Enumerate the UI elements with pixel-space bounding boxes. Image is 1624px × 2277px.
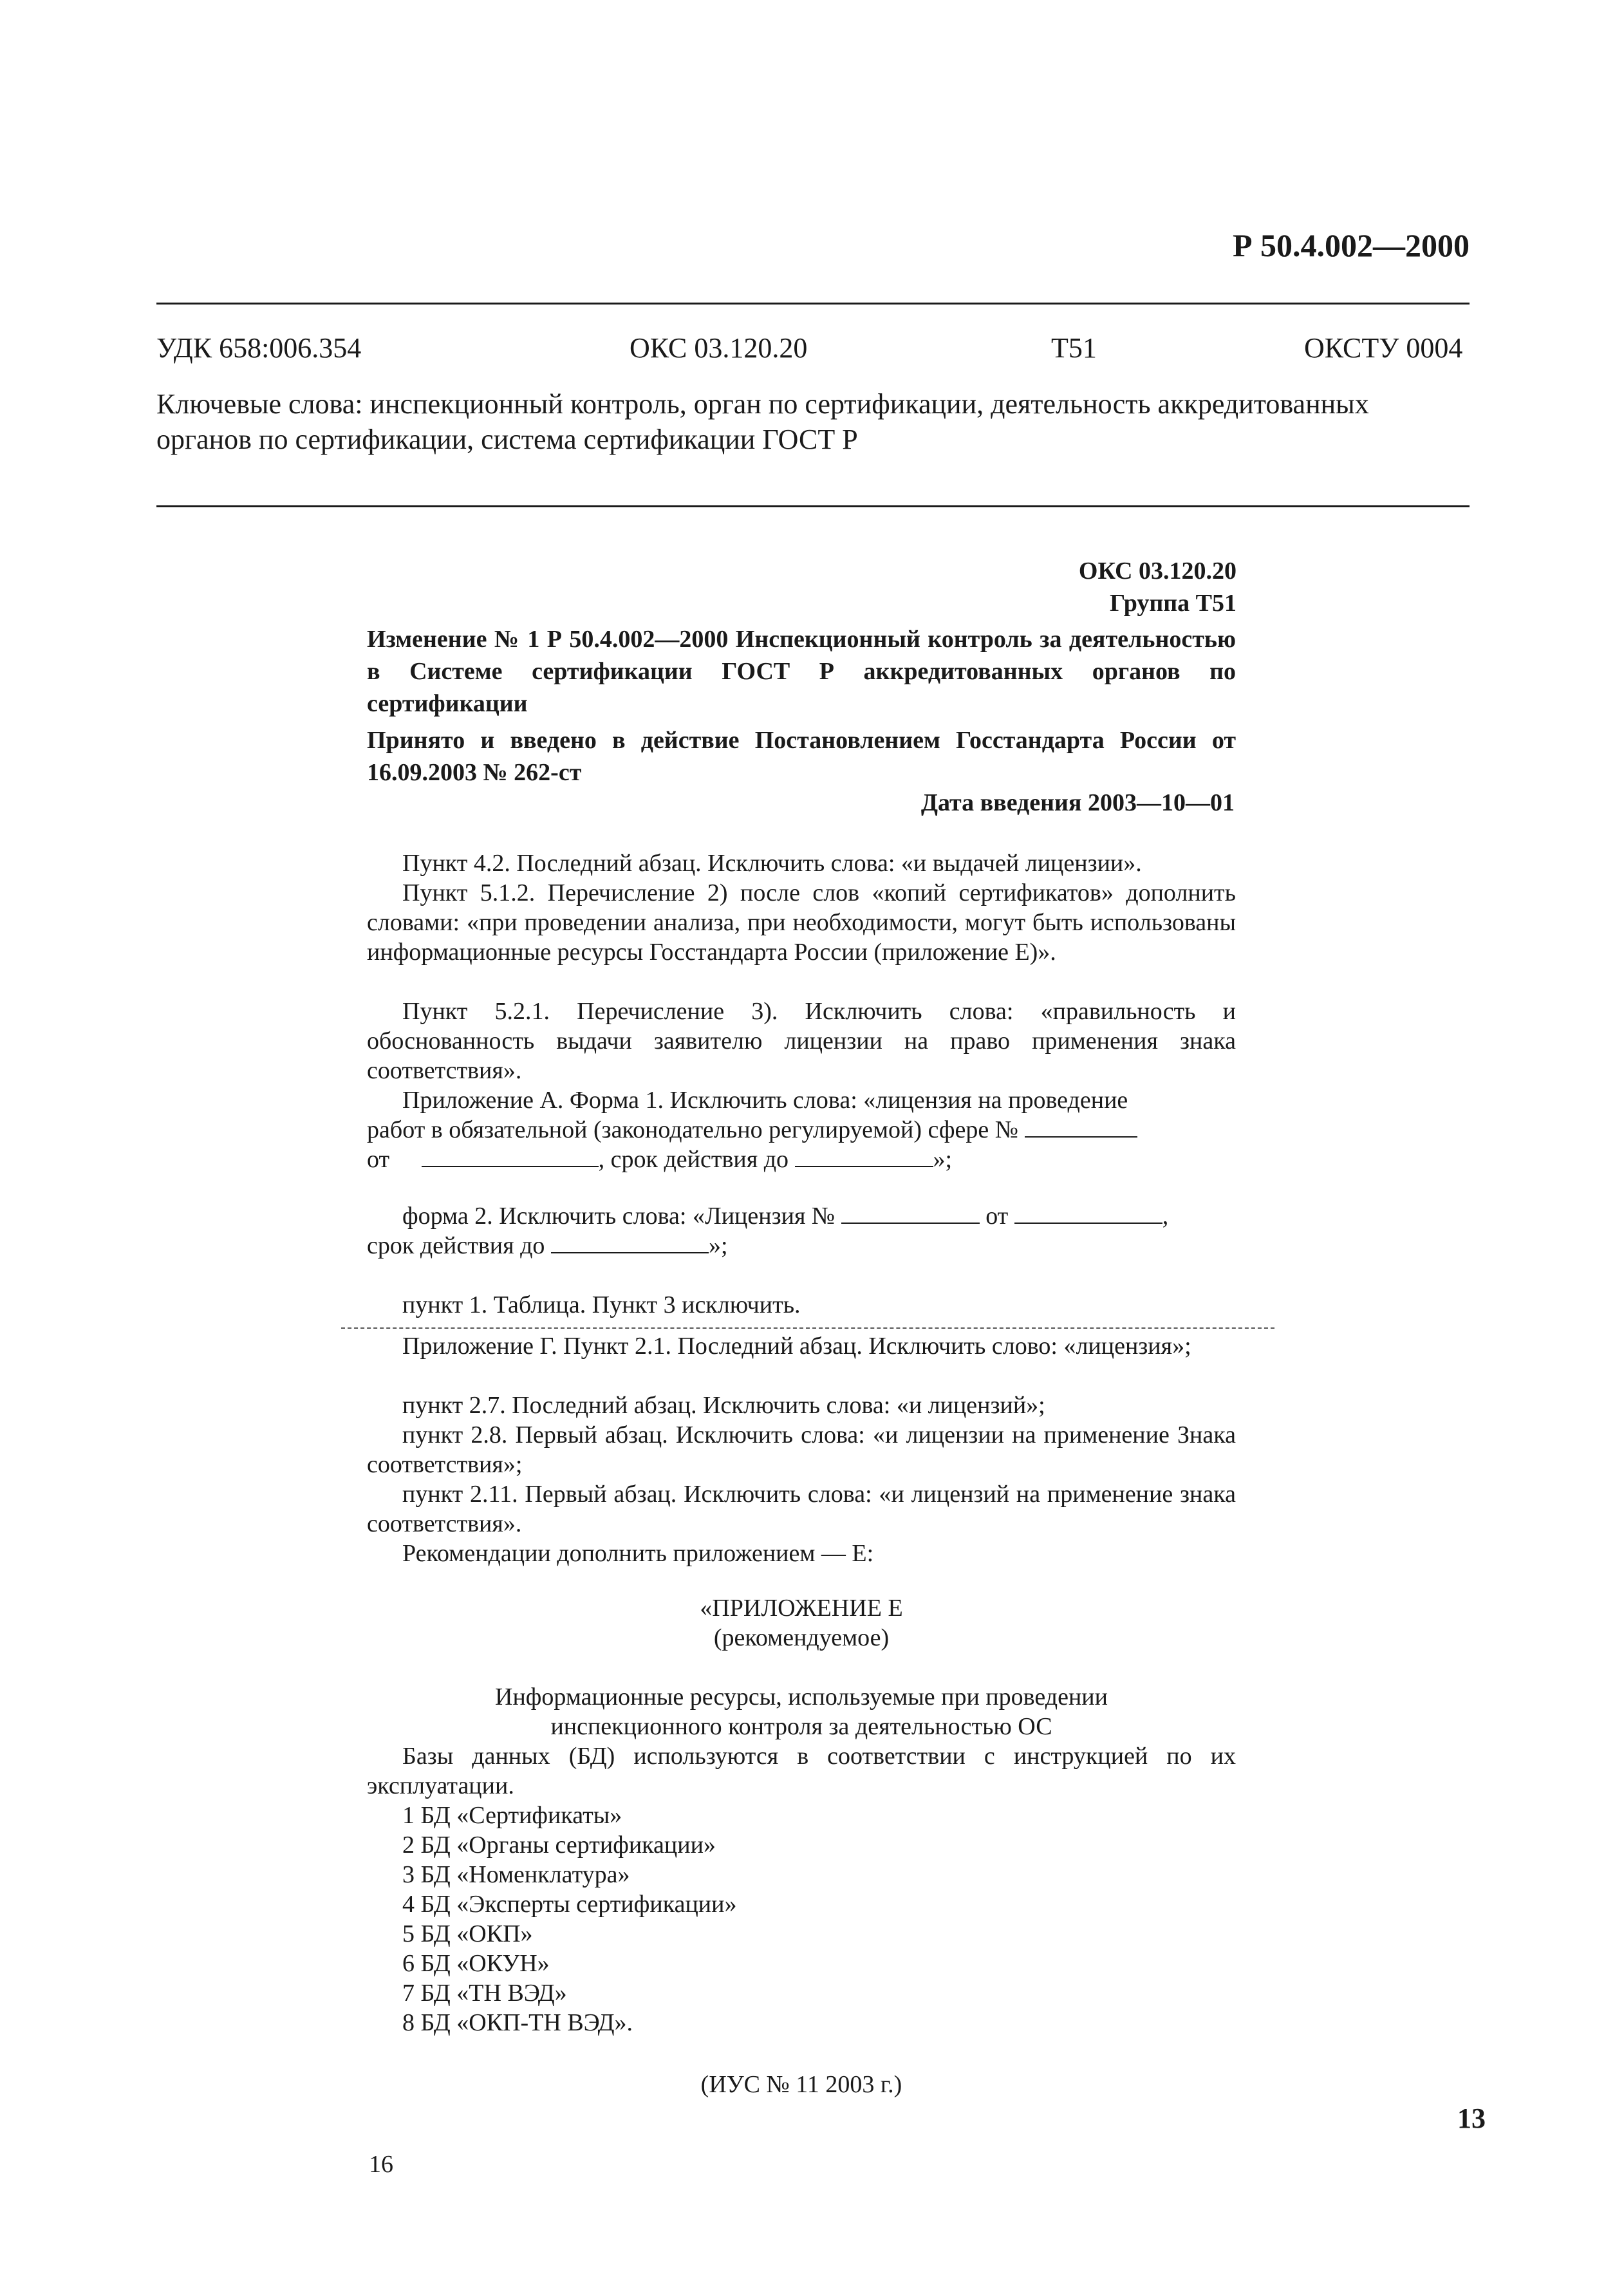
appendix-heading-line-1: Информационные ресурсы, используемые при проведении (495, 1683, 1108, 1710)
paragraph-8: пункт 2.7. Последний абзац. Исключить слова: «и лицензий»; (402, 1392, 1045, 1419)
license-validity-blank (795, 1147, 933, 1167)
paragraph-4-line-2-text: работ в обязательной (законодательно регулируемой) сфере № (367, 1116, 1018, 1143)
paragraph-9: пункт 2.8. Первый абзац. Исключить слова: «и лицензии на применение Знака соответствия»; (367, 1421, 1236, 1478)
paragraph-2: Пункт 5.1.2. Перечисление 2) после слов «копий сертификатов» дополнить словами: «при проведении анализа, при необходимости, могут быть использованы информационные ресурсы Госстандарта России (приложение Е)». (367, 879, 1236, 966)
okstu-code: ОКСТУ 0004 (1304, 332, 1463, 364)
amendment-group: Группа Т51 (1109, 590, 1237, 617)
appendix-source: (ИУС № 11 2003 г.) (700, 2071, 902, 2098)
paragraph-5-comma: , (1162, 1203, 1169, 1230)
page-number-inner: 16 (369, 2151, 393, 2178)
paragraph-5-text: форма 2. Исключить слова: «Лицензия № (402, 1203, 835, 1230)
database-item: 2 БД «Органы сертификации» (402, 1832, 716, 1859)
paragraph-1: Пункт 4.2. Последний абзац. Исключить слова: «и выдачей лицензии». (402, 850, 1142, 877)
paragraph-5-line-1 (402, 1201, 1168, 1231)
paragraph-10: пункт 2.11. Первый абзац. Исключить слова: «и лицензий на применение знака соответствия». (367, 1481, 1236, 1537)
amendment-oks: ОКС 03.120.20 (1078, 558, 1237, 585)
appendix-heading-line-2: инспекционного контроля за деятельностью ОС (550, 1713, 1052, 1740)
paragraph-3: Пункт 5.2.1. Перечисление 3). Исключить слова: «правильность и обоснованность выдачи заявителю лицензии на право применения знака соответствия». (367, 998, 1236, 1084)
amendment-title: Изменение № 1 Р 50.4.002—2000 Инспекционный контроль за деятельностью в Системе сертификации ГОСТ Р аккредитованных органов по сертификации (367, 626, 1236, 717)
page-number: 13 (1457, 2103, 1486, 2134)
form2-validity-blank (551, 1233, 709, 1253)
form2-date-blank (1014, 1203, 1162, 1224)
paragraph-5-line-2 (367, 1231, 728, 1260)
license-number-blank (1025, 1117, 1137, 1138)
database-item: 3 БД «Номенклатура» (402, 1861, 630, 1888)
paragraph-11: Рекомендации дополнить приложением — Е: (402, 1540, 874, 1567)
keywords: Ключевые слова: инспекционный контроль, орган по сертификации, деятельность аккредитованных органов по сертификации, система сертификации ГОСТ Р (156, 388, 1369, 455)
database-item: 1 БД «Сертификаты» (402, 1802, 622, 1829)
appendix-intro: Базы данных (БД) используются в соответствии с инструкцией по их эксплуатации. (367, 1743, 1236, 1799)
paragraph-4-line-1: Приложение А. Форма 1. Исключить слова: «лицензия на проведение (402, 1087, 1128, 1114)
database-item: 4 БД «Эксперты сертификации» (402, 1891, 737, 1918)
keywords-rule (156, 505, 1470, 507)
top-rule (156, 303, 1470, 305)
amendment-adopted: Принято и введено в действие Постановлением Госстандарта России от 16.09.2003 № 262-ст (367, 727, 1236, 786)
group-code: Т51 (1051, 332, 1097, 364)
form2-number-blank (841, 1203, 980, 1224)
paragraph-4-from: от (367, 1146, 390, 1173)
paragraph-4-validity: , срок действия до (598, 1146, 789, 1173)
paragraph-5-from: от (985, 1203, 1009, 1230)
paragraph-4-line-3 (367, 1145, 952, 1174)
paragraph-5-validity: срок действия до (367, 1232, 545, 1259)
database-item: 7 БД «ТН ВЭД» (402, 1980, 567, 2007)
paragraph-6: пункт 1. Таблица. Пункт 3 исключить. (402, 1291, 801, 1318)
appendix-title: «ПРИЛОЖЕНИЕ Е (700, 1595, 903, 1622)
amendment-date: Дата введения 2003—10—01 (920, 789, 1235, 816)
database-item: 5 БД «ОКП» (402, 1920, 533, 1947)
oks-code: ОКС 03.120.20 (630, 332, 808, 364)
paragraph-7: Приложение Г. Пункт 2.1. Последний абзац. Исключить слово: «лицензия»; (402, 1333, 1191, 1360)
paste-edge-line (341, 1327, 1274, 1329)
paragraph-5-end: »; (708, 1232, 728, 1259)
license-date-blank (422, 1147, 599, 1167)
document-number: Р 50.4.002—2000 (1232, 227, 1470, 263)
paragraph-4-end: »; (933, 1146, 953, 1173)
database-item: 6 БД «ОКУН» (402, 1950, 550, 1977)
appendix-subtitle: (рекомендуемое) (713, 1624, 890, 1651)
database-item: 8 БД «ОКП-ТН ВЭД». (402, 2009, 633, 2036)
paragraph-4-line-2 (367, 1115, 1137, 1145)
udk-code: УДК 658:006.354 (156, 332, 362, 364)
